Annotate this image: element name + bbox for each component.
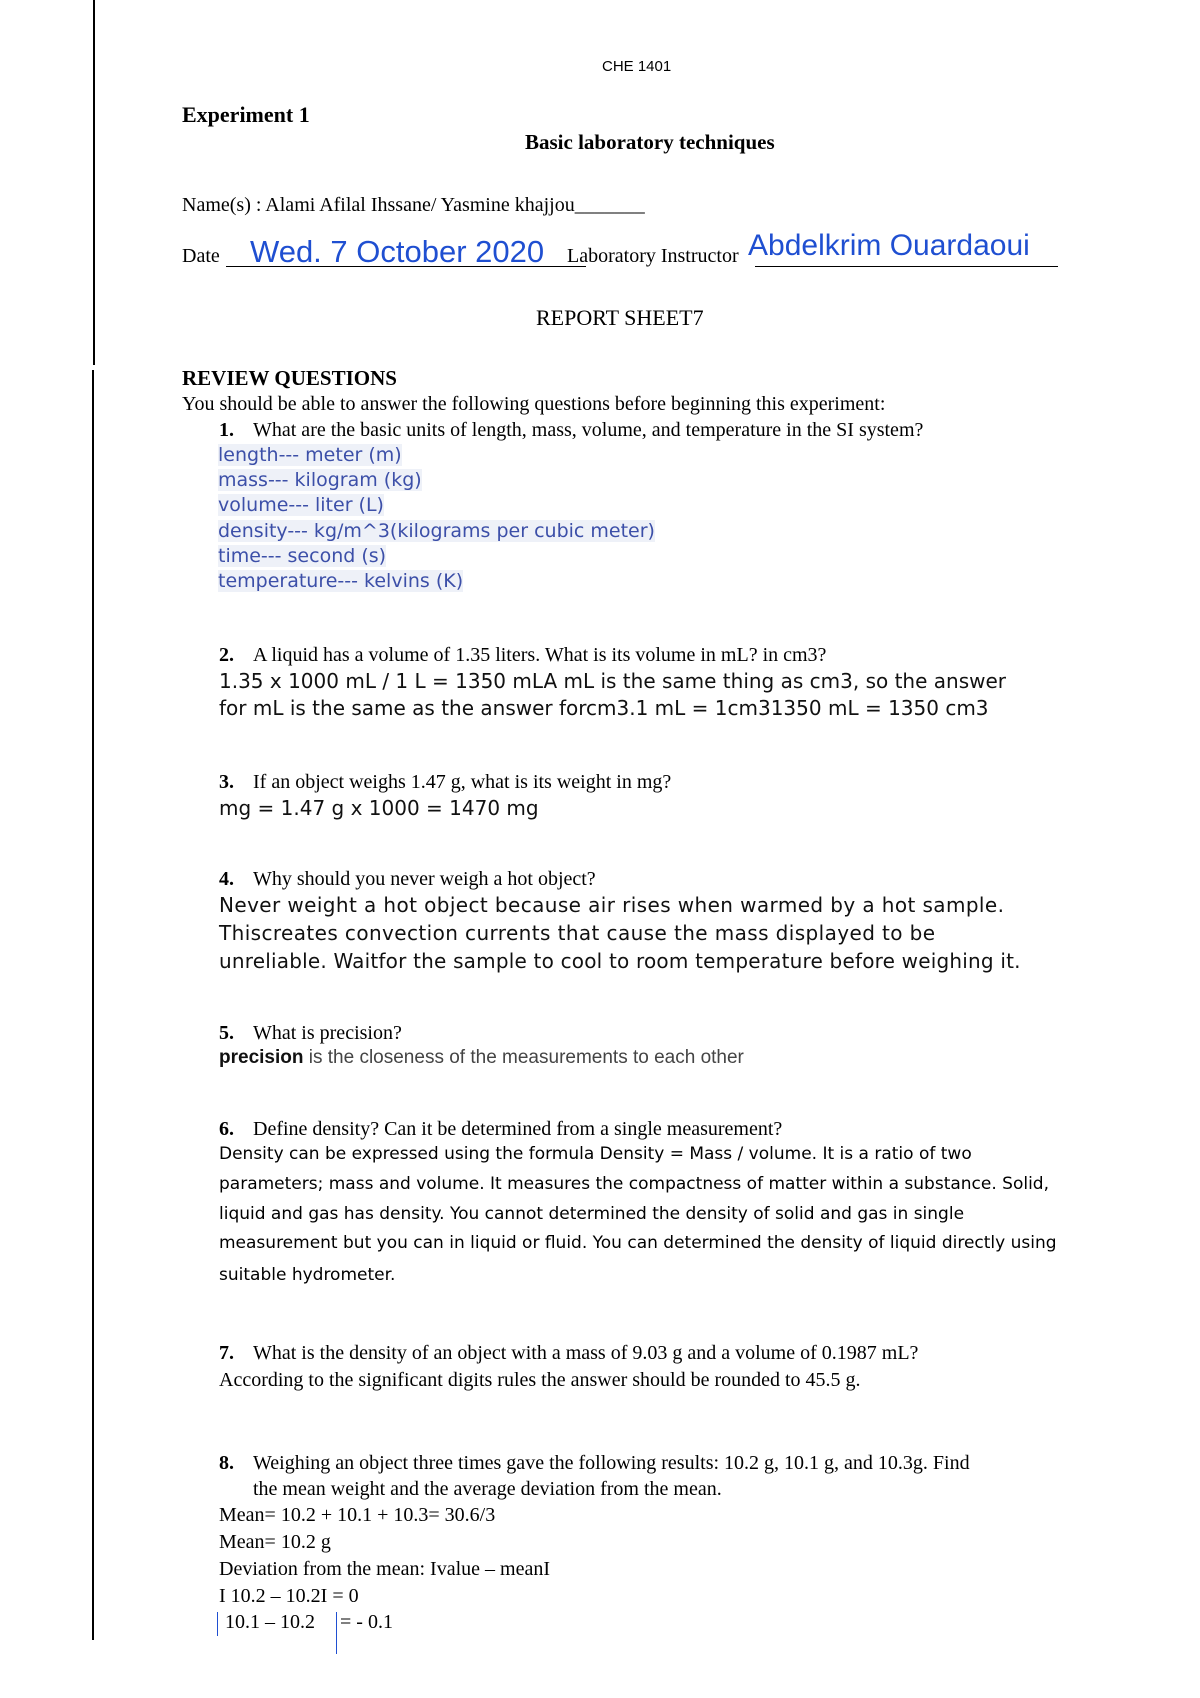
question-6 [219,1118,782,1141]
answer-6-line-2: parameters; mass and volume. It measures the compactness of matter within a substance. Solid, [219,1174,1049,1194]
work-line-5a: 10.1 – 10.2 [225,1611,315,1633]
question-8-line-2: the mean weight and the average deviation from the mean. [253,1478,722,1500]
answer-6-line-5: suitable hydrometer. [219,1265,396,1285]
answer-6-line-4: measurement but you can in liquid or fluid. You can determined the density of liquid directly using [219,1233,1057,1253]
answer-1-line-1: length--- meter (m) [218,444,402,466]
instructor-underline [755,266,1058,267]
answer-4-line-2: Thiscreates convection currents that cause the mass displayed to be [219,921,936,945]
question-text-line-1: Weighing an object three times gave the following results: 10.2 g, 10.1 g, and 10.3g. Find [253,1452,970,1474]
question-text: Why should you never weigh a hot object? [253,868,596,890]
answer-1-line-2: mass--- kilogram (kg) [218,469,422,491]
question-text: If an object weighs 1.47 g, what is its weight in mg? [253,771,672,793]
answer-6-line-1: Density can be expressed using the formula Density = Mass / volume. It is a ratio of two [219,1144,972,1164]
answer-5-bold: precision [219,1047,304,1068]
work-line-2: Mean= 10.2 g [219,1531,331,1553]
answer-7: According to the significant digits rules the answer should be rounded to 45.5 g. [219,1369,861,1391]
margin-bar-top [93,0,95,365]
question-3 [219,771,671,794]
review-heading: REVIEW QUESTIONS [182,366,397,390]
date-label: Date [182,245,220,267]
question-text: A liquid has a volume of 1.35 liters. What is its volume in mL? in cm3? [253,644,827,666]
answer-1-line-3: volume--- liter (L) [218,494,384,516]
answer-5-rest: is the closeness of the measurements to each other [303,1047,744,1068]
document-title: Basic laboratory techniques [525,130,775,154]
text-cursor-right [336,1612,337,1654]
question-text: What is precision? [253,1022,402,1044]
work-line-4: I 10.2 – 10.2I = 0 [219,1585,359,1607]
names-line: Name(s) : Alami Afilal Ihssane/ Yasmine khajjou_______ [182,194,645,216]
answer-5 [219,1047,744,1069]
answer-2-line-2: for mL is the same as the answer forcm3.1 mL = 1cm31350 mL = 1350 cm3 [219,696,989,720]
instructor-label: Laboratory Instructor [567,245,739,267]
question-text: What is the density of an object with a mass of 9.03 g and a volume of 0.1987 mL? [253,1342,919,1364]
question-8 [219,1452,970,1475]
question-number: 2. [219,644,234,666]
question-number: 5. [219,1022,234,1044]
question-number: 6. [219,1118,234,1140]
answer-1-line-6: temperature--- kelvins (K) [218,570,464,592]
question-4 [219,868,596,891]
answer-1-line-4: density--- kg/m^3(kilograms per cubic meter) [218,520,655,542]
question-7 [219,1342,918,1365]
question-number: 8. [219,1452,234,1474]
report-heading: REPORT SHEET7 [536,305,704,330]
answer-6-line-3: liquid and gas has density. You cannot determined the density of solid and gas in single [219,1204,965,1224]
course-code: CHE 1401 [602,58,672,75]
date-value: Wed. 7 October 2020 [250,234,545,269]
answer-1-line-5: time--- second (s) [218,545,387,567]
question-1 [219,419,923,442]
work-line-1: Mean= 10.2 + 10.1 + 10.3= 30.6/3 [219,1504,496,1526]
question-text: What are the basic units of length, mass, volume, and temperature in the SI system? [253,419,924,441]
answer-4-line-3: unreliable. Waitfor the sample to cool to room temperature before weighing it. [219,949,1021,973]
work-line-3: Deviation from the mean: Ivalue – meanI [219,1558,550,1580]
question-5 [219,1022,402,1045]
question-text: Define density? Can it be determined from a single measurement? [253,1118,783,1140]
question-number: 3. [219,771,234,793]
work-line-5b: = - 0.1 [340,1611,393,1633]
text-cursor-left [217,1612,218,1636]
question-number: 7. [219,1342,234,1364]
review-intro: You should be able to answer the following questions before beginning this experiment: [182,393,886,415]
question-number: 1. [219,419,234,441]
instructor-value: Abdelkrim Ouardaoui [748,229,1030,262]
answer-4-line-1: Never weight a hot object because air rises when warmed by a hot sample. [219,893,1005,917]
question-number: 4. [219,868,234,890]
answer-2-line-1: 1.35 x 1000 mL / 1 L = 1350 mLA mL is the same thing as cm3, so the answer [219,669,1006,693]
question-2 [219,644,826,667]
answer-3: mg = 1.47 g x 1000 = 1470 mg [219,796,539,820]
experiment-label: Experiment 1 [182,102,310,127]
margin-bar-bottom [92,370,94,1640]
